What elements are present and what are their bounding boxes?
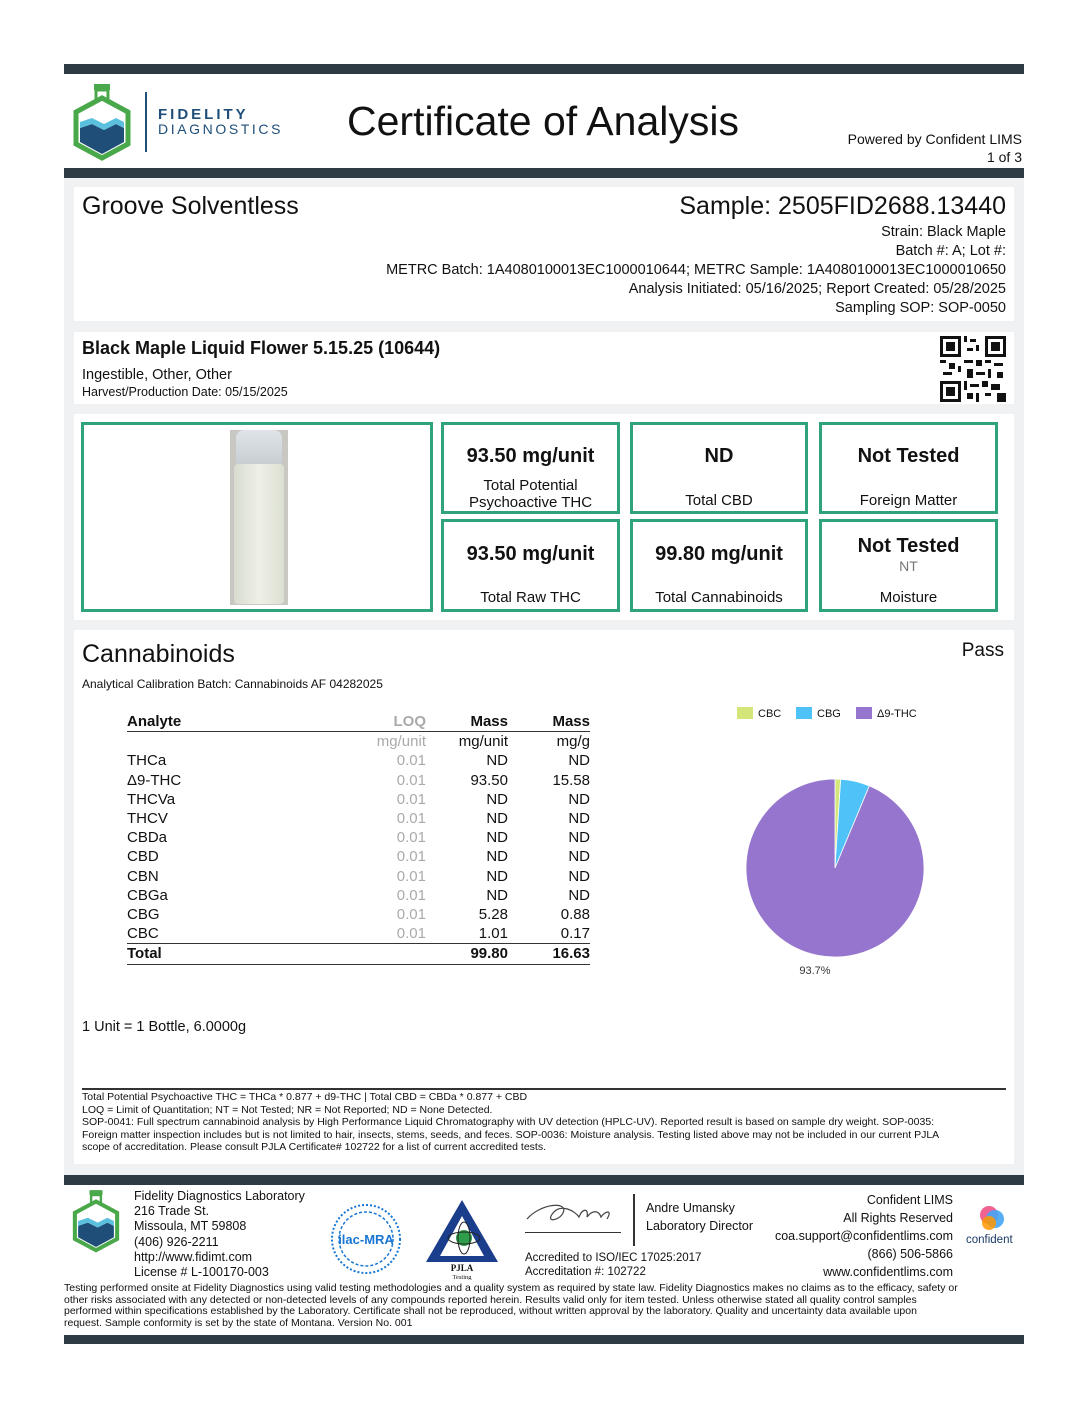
legend-item-d9thc <box>856 707 917 720</box>
bottom-bar <box>64 1335 1024 1344</box>
total-cell: 16.63 <box>508 944 590 964</box>
analyte-cell: THCa <box>127 752 167 770</box>
confident-phone: (866) 506-5866 <box>867 1247 953 1261</box>
footnote-line: scope of accreditation. Please consult PJLA Certificate# 102722 for a list of current accredited tests. <box>82 1141 546 1153</box>
confident-logo-text: confident <box>966 1234 1013 1246</box>
loq-cell: 0.01 <box>396 790 426 808</box>
section-title: Cannabinoids <box>82 640 235 668</box>
table-row <box>127 751 590 770</box>
page-number: 1 of 3 <box>986 149 1022 165</box>
foreign-matter-label: Foreign Matter <box>859 492 958 509</box>
page-title: Certificate of Analysis <box>347 98 739 144</box>
footnote-line: SOP-0041: Full spectrum cannabinoid analysis by High Performance Liquid Chromatography with UV detection (HPLC-UV). Reported result is based on sample dry weight. SOP-0035: <box>82 1116 935 1128</box>
cbd-label: Total CBD <box>685 492 753 509</box>
loq-cell: 0.01 <box>396 848 426 866</box>
loq-cell: 0.01 <box>396 752 426 770</box>
mass-g-cell: 15.58 <box>552 771 590 789</box>
col-mass-g: Mass <box>508 712 590 732</box>
units-row <box>127 732 590 752</box>
mass-unit-cell: 93.50 <box>470 771 508 789</box>
metrc: METRC Batch: 1A4080100013EC1000010644; METRC Sample: 1A4080100013EC1000010650 <box>386 262 1006 278</box>
signer-title: Laboratory Director <box>646 1219 753 1233</box>
cbd-card <box>630 422 808 514</box>
chart-legend <box>737 707 977 723</box>
mass-g-cell: ND <box>568 848 590 866</box>
product-type: Ingestible, Other, Other <box>82 367 232 383</box>
strain: Strain: Black Maple <box>881 224 1006 240</box>
analyte-cell: Δ9-THC <box>127 771 182 789</box>
confident-logo-icon <box>975 1203 1009 1233</box>
table-row <box>127 771 590 790</box>
table-header-row <box>127 712 590 732</box>
raw-thc-value: 93.50 mg/unit <box>466 543 595 565</box>
analyte-cell: CBGa <box>127 886 168 904</box>
thc-value: 93.50 mg/unit <box>466 445 595 467</box>
footnote-line: Foreign matter inspection includes but is not limited to hair, insects, stems, seeds, and feces. SOP-0036: Moisture analysis. Testing listed above may not be included in our current PJLA <box>82 1128 940 1141</box>
table-row <box>127 905 590 924</box>
footnote-line: LOQ = Limit of Quantitation; NT = Not Tested; NR = Not Reported; ND = None Detected. <box>82 1103 493 1116</box>
mass-g-cell: ND <box>568 867 590 885</box>
mass-g-cell: ND <box>568 752 590 770</box>
lab-info <box>134 1189 305 1280</box>
table-row <box>127 924 590 944</box>
total-cell: Total <box>127 944 362 964</box>
thc-label-1: Total Potential <box>483 477 578 494</box>
col-loq: LOQ <box>362 712 426 732</box>
legend-item-cbc <box>737 707 781 720</box>
legend-item-cbg <box>796 707 841 720</box>
mass-unit-cell: 1.01 <box>478 925 508 943</box>
pjla-text: PJLA <box>450 1263 474 1273</box>
mass-unit-cell: ND <box>486 829 508 847</box>
loq-cell: 0.01 <box>396 925 426 943</box>
confident-website[interactable]: www.confidentlims.com <box>823 1265 953 1279</box>
pie-slice-9thc <box>746 779 924 957</box>
legend-label: CBC <box>758 708 782 720</box>
signature-image <box>523 1197 623 1231</box>
sample-id: Sample: 2505FID2688.13440 <box>679 192 1006 220</box>
pjla-sub: Testing <box>452 1274 472 1280</box>
footer-logo-icon <box>70 1188 122 1254</box>
header-bottom-bar <box>64 168 1024 178</box>
footer-top-bar <box>64 1175 1024 1185</box>
legend-label: CBG <box>817 708 841 720</box>
brand-subname: DIAGNOSTICS <box>158 121 284 137</box>
cannabinoid-pie-chart <box>735 770 935 990</box>
col-analyte: Analyte <box>127 712 362 732</box>
mass-g-cell: ND <box>568 810 590 828</box>
lab-phone: (406) 926-2211 <box>134 1234 219 1249</box>
product-image-card <box>81 422 433 612</box>
moisture-card <box>819 519 998 612</box>
ilac-mra-logo <box>330 1203 402 1275</box>
foreign-matter-card <box>819 422 998 514</box>
mass-g-cell: 0.88 <box>560 906 590 924</box>
accreditation-iso: Accredited to ISO/IEC 17025:2017 <box>525 1252 702 1264</box>
powered-by: Powered by Confident LIMS <box>847 131 1022 147</box>
client-name: Groove Solventless <box>82 192 299 220</box>
pjla-logo <box>424 1198 500 1280</box>
pie-slice-label: 93.7% <box>799 965 831 977</box>
disclaimer-line: request. Sample conformity is set by the state of Montana. Version No. 001 <box>64 1316 413 1329</box>
product-name: Black Maple Liquid Flower 5.15.25 (10644) <box>82 338 441 358</box>
analyte-cell: THCVa <box>127 790 176 808</box>
thc-label-2: Psychoactive THC <box>468 494 593 511</box>
mass-unit-cell: ND <box>486 886 508 904</box>
product-panel <box>74 332 1014 404</box>
batch: Batch #: A; Lot #: <box>895 243 1006 259</box>
mass-unit-cell: 5.28 <box>478 906 508 924</box>
unit-cell: mg/unit <box>376 733 426 751</box>
unit-cell <box>127 732 362 752</box>
loq-cell: 0.01 <box>396 886 426 904</box>
footnotes <box>82 1091 1012 1154</box>
cbd-value: ND <box>704 445 734 467</box>
calibration-batch: Analytical Calibration Batch: Cannabinoids AF 04282025 <box>82 677 383 691</box>
lab-city: Missoula, MT 59808 <box>134 1219 247 1234</box>
thc-card <box>441 422 620 514</box>
legend-swatch <box>737 707 753 719</box>
total-cannabinoids-label: Total Cannabinoids <box>655 589 783 606</box>
total-cannabinoids-card <box>630 519 808 612</box>
col-mass-unit: Mass <box>426 712 508 732</box>
loq-cell: 0.01 <box>396 829 426 847</box>
client-panel <box>74 187 1014 321</box>
moisture-sub: NT <box>899 558 918 574</box>
mass-g-cell: ND <box>568 886 590 904</box>
table-row <box>127 790 590 809</box>
disclaimer-line: performed within specifications established by the Laboratory. Certificate shall not be reproduced, without written approval by the laboratory. Quality and uncertainty data available upon <box>64 1305 917 1317</box>
analyte-cell: CBDa <box>127 829 168 847</box>
total-row <box>127 944 590 964</box>
loq-cell: 0.01 <box>396 867 426 885</box>
harvest-date: Harvest/Production Date: 05/15/2025 <box>82 385 288 399</box>
fidelity-logo-icon <box>70 82 134 162</box>
disclaimer-line: Testing performed onsite at Fidelity Diagnostics using valid testing methodologies and a quality system as required by state law. Fidelity Diagnostics makes no claims as to the efficacy, safety or <box>64 1282 958 1294</box>
ilac-text: ilac-MRA <box>338 1232 394 1247</box>
raw-thc-label: Total Raw THC <box>480 589 581 606</box>
moisture-value: Not Tested <box>857 535 960 557</box>
mass-g-cell: ND <box>568 829 590 847</box>
lab-license: License # L-100170-003 <box>134 1265 269 1280</box>
signature-divider <box>633 1194 635 1246</box>
loq-cell: 0.01 <box>396 906 426 924</box>
moisture-label: Moisture <box>879 589 938 606</box>
lab-name: Fidelity Diagnostics Laboratory <box>134 1189 305 1203</box>
table-row <box>127 847 590 866</box>
lab-website[interactable]: http://www.fidimt.com <box>134 1249 253 1264</box>
mass-g-cell: 0.17 <box>560 925 590 943</box>
analyte-cell: CBN <box>127 867 159 885</box>
table-row <box>127 828 590 847</box>
raw-thc-card <box>441 519 620 612</box>
lab-address: 216 Trade St. <box>134 1204 210 1219</box>
legend-swatch <box>856 707 872 719</box>
mass-unit-cell: ND <box>486 752 508 770</box>
mass-unit-cell: ND <box>486 790 508 808</box>
table-row <box>127 886 590 905</box>
table-row <box>127 867 590 886</box>
loq-cell: 0.01 <box>396 771 426 789</box>
confident-name: Confident LIMS <box>866 1193 953 1207</box>
analyte-cell: CBG <box>127 906 160 924</box>
confident-info <box>775 1191 953 1281</box>
analyte-cell: CBD <box>127 848 159 866</box>
unit-cell: mg/g <box>556 733 590 751</box>
confident-email[interactable]: coa.support@confidentlims.com <box>774 1229 953 1243</box>
table-row <box>127 809 590 828</box>
disclaimer-line: other risks associated with any detected or non-detected levels of any compounds reported herein. Results valid only for item tested. Unless otherwise stated all quality control samples <box>64 1293 917 1306</box>
qr-code[interactable] <box>940 336 1006 402</box>
disclaimer <box>64 1283 1024 1329</box>
mass-unit-cell: ND <box>486 810 508 828</box>
legend-label: Δ9-THC <box>877 708 917 720</box>
total-cell <box>362 944 426 964</box>
sampling-sop: Sampling SOP: SOP-0050 <box>835 300 1006 316</box>
cannabinoids-table <box>127 712 590 965</box>
mass-unit-cell: ND <box>486 848 508 866</box>
notes-divider <box>82 1088 1006 1090</box>
analysis-dates: Analysis Initiated: 05/16/2025; Report Created: 05/28/2025 <box>628 281 1006 297</box>
unit-cell: mg/unit <box>458 733 508 751</box>
legend-swatch <box>796 707 812 719</box>
logo-divider <box>145 92 147 152</box>
footnote-line: Total Potential Psychoactive THC = THCa * 0.877 + d9-THC | Total CBD = CBDa * 0.877 + CBD <box>82 1091 528 1103</box>
confident-rights: All Rights Reserved <box>843 1211 953 1225</box>
foreign-matter-value: Not Tested <box>857 445 960 467</box>
mass-g-cell: ND <box>568 790 590 808</box>
loq-cell: 0.01 <box>396 810 426 828</box>
signature-line <box>525 1232 621 1233</box>
product-photo <box>230 430 288 605</box>
top-bar <box>64 64 1024 74</box>
total-cannabinoids-value: 99.80 mg/unit <box>655 543 783 565</box>
analyte-cell: CBC <box>127 925 159 943</box>
pass-status: Pass <box>961 640 1004 661</box>
signer-name: Andre Umansky <box>646 1201 735 1215</box>
mass-unit-cell: ND <box>486 867 508 885</box>
accreditation-number: Accreditation #: 102722 <box>525 1266 646 1278</box>
unit-note: 1 Unit = 1 Bottle, 6.0000g <box>82 1019 247 1035</box>
total-cell: 99.80 <box>426 944 508 964</box>
analyte-cell: THCV <box>127 810 168 828</box>
brand-name: FIDELITY <box>158 106 249 123</box>
